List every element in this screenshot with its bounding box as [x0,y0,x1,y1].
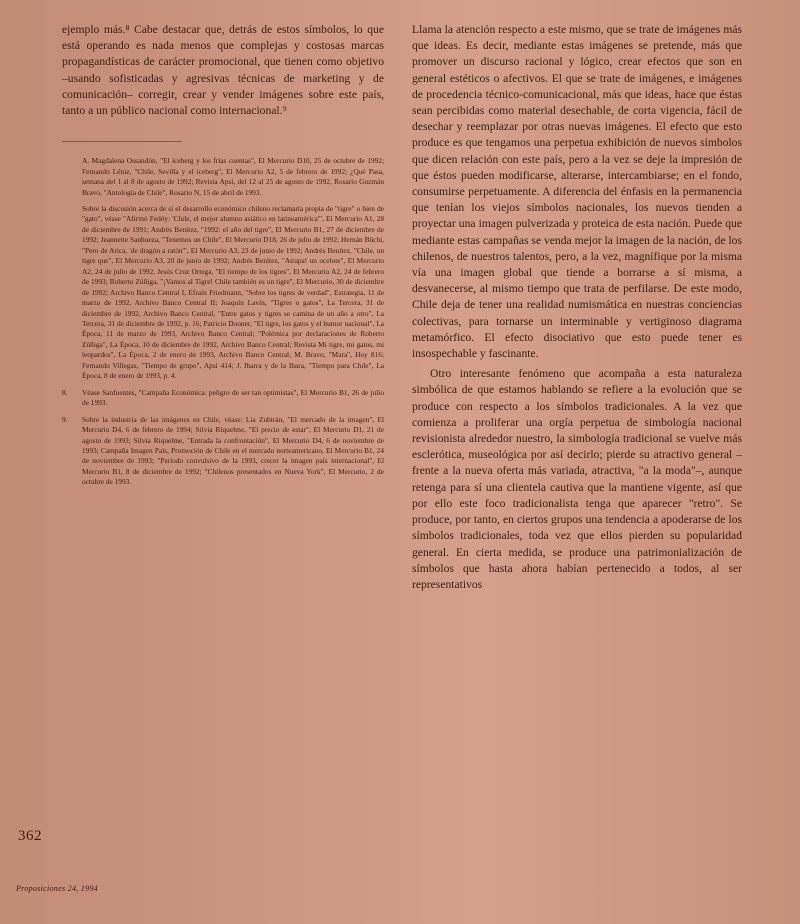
footnote-number [62,204,82,382]
right-paragraph: Otro interesante fenómeno que acompaña a esta naturaleza simbólica de que estamos hablando se refiere a la evolución que se produce con respecto a los símbolos tradicionales. A la vez que comienza a proliferar una orgía perpetua de simbología nacional revisionista alrededor nuestro, la simbología tradicional se vuelve más esclerótica, museológica por así decirlo; pierde su atractivo general –frente a la nueva oferta más variada, atractiva, "a la moda"–, aunque retenga para sí una clientela cautiva que la mantiene vigente, así que por ello este foco tradicionalista tenga que aparecer "retro". Se produce, por tanto, en ciertos grupos una tendencia a apoderarse de los símbolos tradicionales, toda vez que ellos pierden su popularidad general. En cierta medida, se produce una patrimonialización de símbolos que hasta ahora habían pertenecido a todos, al ser representativos [412,367,742,591]
footnote-text: Sobre la industria de las imágenes en Chile, véase: Lia Zubirán, "El mercado de la imagen", El Mercurio D4, 6 de febrero de 1994; Silvia Riquelme, "El precio de estar", El Mercurio D1, 21 de agosto de 1993; Silvia Riquelme, "Entrada la confrontación", El Mercurio D4, 6 de noviembre de 1993; Campaña Imagen País, Promoción de Chile en el mercado norteamericano, El Mercurio B1, 24 de noviembre de 1993; "Período convulsivo de la 1993, crecer la imagen país internacional", El Mercurio B1, 8 de diciembre de 1992; "Chilenos presentados en Nueva York", El Mercurio, 2 de octubre de 1993. [82,414,384,487]
right-paragraph: Llama la atención respecto a este mismo, que se trate de imágenes más que ideas. Es decir, mediante estas imágenes se pretende, más que promover un discurso racional y lógico, crear efectos que son en general estéticos o afectivos. El que se trate de imágenes, e imágenes de procedencia técnico-comunicacional, más que ideas, hace que éstas sean percibidas como material desechable, de corta vigencia, fácil de desechar y reemplazar por otras nuevas imágenes. El efecto que esto produce es que tengamos una perpetua exhibición de nuevos símbolos que dicen relación con este país, pero a la vez se deje la impresión de que éstos pueden modificarse, alterarse, intercambiarse; en el fondo, consumirse perpetuamente. A diferencia del énfasis en la permanencia que tenían los viejos símbolos nacionales, los nuevos tienden a proyectar una imagen pulverizada y proteica de esta nación. Puede que mediante estas campañas se venda mejor la imagen de la nación, de los chilenos, de nuestros talentos, pero, a la vez, magnífique por la misma vía una imagen global que tiende a borrarse a sí misma, a desvanecerse, al mismo tiempo que trata de perfilarse. De este modo, Chile deja de tener una realidad numismática en nuestras conciencias colectivas, para tornarse un interminable y vertiginoso diagrama metamórfico. El efecto disociativo que esto puede tener es insospechable y fascinante. [412,23,742,361]
page-number: 362 [18,828,42,844]
right-column [412,22,742,593]
footnote-text: A. Magdalena Ossandón, "El iceberg y los frías cuentas", El Mercurio D10, 25 de octubre de 1992; Fernando Léniz, "Chile, Sevilla y el iceberg", El Mercurio A2, 5 de febrero de 1992; ¿Qué Pasa, semana del 1 al 8 de agosto de 1992; Revista Apsi, del 12 al 25 de agosto de 1992, Rosario Guzmán Bravo, "Antología de Chile", Rosario N, 15 de abril de 1993. [82,156,384,197]
left-paragraph: ejemplo más.⁸ Cabe destacar que, detrás de estos símbolos, lo que está operando es nada menos que complejas y costosas marcas propagandísticas de carácter promocional, que tienen como objetivo –usando sofisticadas y agresivas técnicas de marketing y de comunicación– corregir, crear y vender imágenes sobre este país, tanto a un público nacional como internacional.⁹ [62,23,384,118]
footnote [62,156,384,198]
footnote-number: 9. [62,414,68,424]
footnote [62,415,384,488]
footnote [62,204,384,382]
footnote [62,388,384,409]
running-footer: Proposiciones 24, 1994 [16,884,99,893]
footnote-text: Véase Sanfuentes, "Campaña Económica: peligro de ser tan optimistas", El Mercurio B1, 26 de julio de 1993. [82,387,384,408]
footnote-rule [62,141,182,142]
left-column [62,22,384,494]
footnote-number [62,156,82,198]
footnote-list [62,156,384,488]
footnote-text: Sobre la discusión acerca de si el desarrollo económico chileno reclamaría propia de "tigre" o bien de "gato", véase "Afirmó Fedóy: 'Chile, el mejor alumno asiático en latinoamérica'", El Mercurio A1, 28 de diciembre de 1991; Andrés Benítez, "1992: el año del tigre", El Mercurio B1, 27 de diciembre de 1992; Jeannette Sanhueza, "Tenemos un Chile", El Mercurio D18, 26 de julio de 1992; Hernán Büchi, "Pero de Arica, 'de dragón a ratón'", El Mercurio A3, 23 de junio de 1992; Andrés Benítez, "Chile, un tigre que", El Mercurio A3, 20 de junio de 1992; Andrés Benítez, "Atrapa! un ocelote", El Mercurio A2, 24 de julio de 1992, Jesús Cruz Ortega, "El tiempo de los tigres", El Mercurio A2, 24 de febrero de 1993; Roberto Zúñiga, "¡Vamos al Tigre! Chile también es un tigre", El Mercurio, 30 de diciembre de 1992; Archivo Banco Central I, Efraín Friedmann, "Sobre los tigres de verdad", Estrategia, 11 de marzo de 1992, Archivo Banco Central II; Joaquín Lavín, "Tigres o gatos", La Tercera, 31 de diciembre de 1992, Archivo Banco Central, "Entre gatos y tigres se camina de un año a otro", La Tercera, 31 de diciembre de 1992, p. 16; Patricio Dooner, "El tigre, los gatos y el humor nacional", La Época, 11 de marzo de 1993, Archivo Banco Central; "Polémica por declaraciones de Roberto Zúñiga", La Época, 10 de diciembre de 1992, Archivo Banco Central; Revista Mi tigre, mi gatos, mi leopardos", La Época, 2 de enero de 1993, Archivo Banco Central; M. Bravo, "Mara", Hoy 816; Fernando Villegas, "Tiempo de grupo", Apsi 414; J. Ibarra y de la Ibara, "Tiempo para Chile", La Época, 8 de enero de 1993, p. 4. [82,204,384,381]
footnote-number: 8. [62,387,68,397]
